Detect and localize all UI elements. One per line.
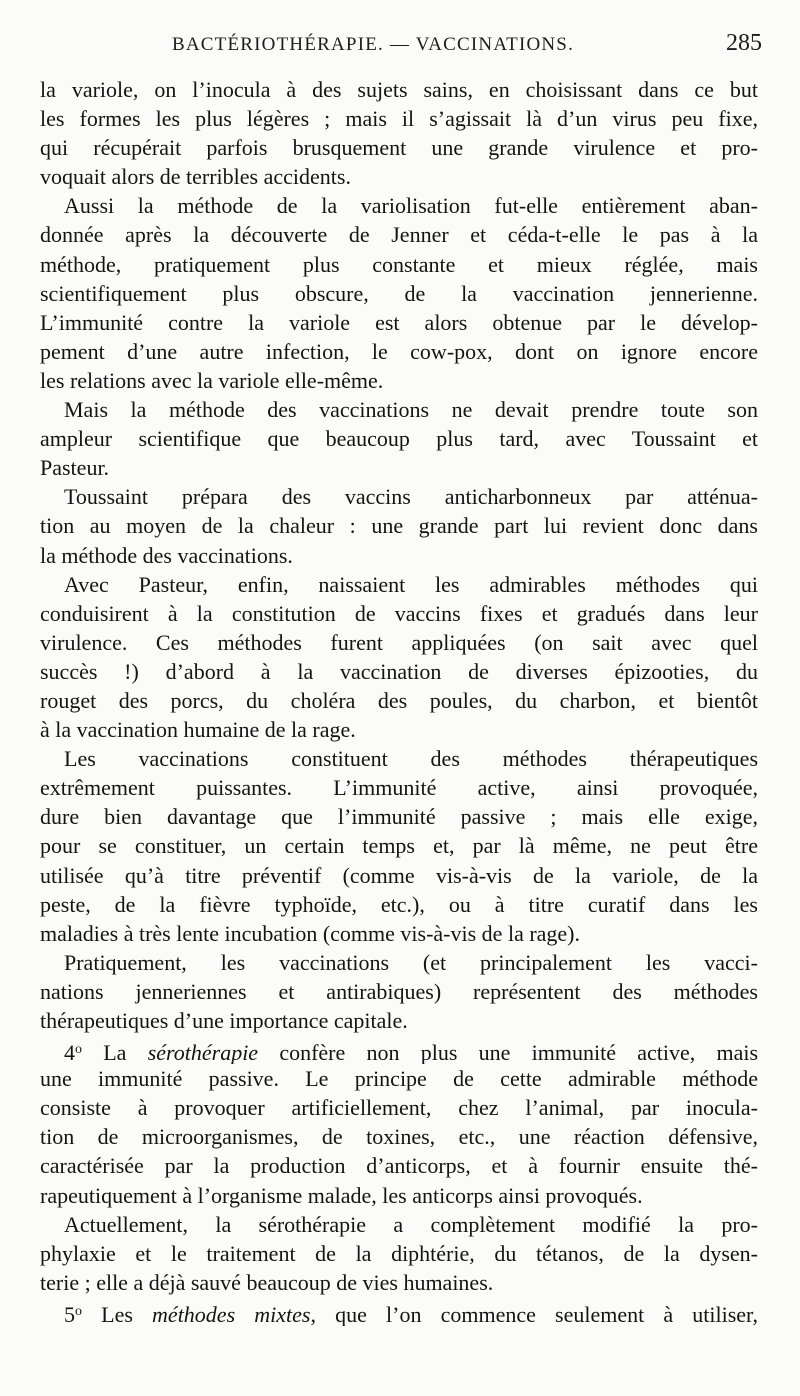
- text-line: succès !) d’abord à la vaccination de diverses épizooties, du: [40, 658, 758, 684]
- page-number: 285: [726, 30, 762, 56]
- text-line: qui récupérait parfois brusquement une grande virulence et pro-: [40, 135, 758, 161]
- text-line: Toussaint prépara des vaccins anticharbonneux par atténua-: [64, 484, 758, 510]
- text-line-with-italic: [40, 1035, 758, 1064]
- text-line: Pratiquement, les vaccinations (et principalement les vacci-: [64, 949, 758, 975]
- text-line: donnée après la découverte de Jenner et céda-t-elle le pas à la: [40, 222, 758, 248]
- text-line: méthode, pratiquement plus constante et mieux réglée, mais: [40, 251, 758, 277]
- line-suffix: confère non plus une immunité active, mais: [258, 1040, 758, 1065]
- text-line: les relations avec la variole elle-même.: [40, 367, 384, 393]
- text-line: ampleur scientifique que beaucoup plus tard, avec Toussaint et: [40, 426, 758, 452]
- line-suffix: , que l’on commence seulement à utiliser,: [310, 1301, 758, 1327]
- running-head: [40, 30, 762, 64]
- text-line: scientifiquement plus obscure, de la vaccination jennerienne.: [40, 280, 758, 306]
- text-line: virulence. Ces méthodes furent appliquées (on sait avec quel: [40, 629, 758, 655]
- text-line: les formes les plus légères ; mais il s’agissait là d’un virus peu fixe,: [40, 106, 758, 132]
- text-line: conduisirent à la constitution de vaccins fixes et gradués dans leur: [40, 600, 758, 626]
- text-line: L’immunité contre la variole est alors obtenue par le dévelop-: [40, 309, 758, 335]
- text-line: Pasteur.: [40, 455, 110, 481]
- text-line: rouget des porcs, du choléra des poules, du charbon, et bientôt: [40, 687, 758, 713]
- text-line: Aussi la méthode de la variolisation fut-elle entièrement aban-: [64, 193, 758, 219]
- italic-term: méthodes mixtes: [152, 1301, 311, 1327]
- running-title: BACTÉRIOTHÉRAPIE. — VACCINATIONS.: [172, 34, 575, 55]
- text-line: Actuellement, la sérothérapie a complètement modifié la pro-: [64, 1211, 758, 1237]
- text-line: extrêmement puissantes. L’immunité active, ainsi provoquée,: [40, 775, 758, 801]
- text-line: à la vaccination humaine de la rage.: [40, 717, 356, 743]
- text-line: Les vaccinations constituent des méthodes thérapeutiques: [64, 746, 758, 772]
- text-line: pement d’une autre infection, le cow-pox, dont on ignore encore: [40, 338, 758, 364]
- line-prefix: La: [82, 1040, 148, 1065]
- section-number: 4: [64, 1040, 75, 1065]
- text-line: thérapeutiques d’une importance capitale.: [40, 1008, 408, 1033]
- text-line: la méthode des vaccinations.: [40, 542, 293, 568]
- text-line: tion de microorganismes, de toxines, etc., une réaction défensive,: [40, 1124, 758, 1150]
- text-line: Mais la méthode des vaccinations ne devait prendre toute son: [64, 397, 758, 423]
- text-line: voquait alors de terribles accidents.: [40, 164, 351, 190]
- text-line: dure bien davantage que l’immunité passive ; mais elle exige,: [40, 804, 758, 830]
- text-line: Avec Pasteur, enfin, naissaient les admirables méthodes qui: [64, 571, 758, 597]
- body-text: [40, 75, 758, 1326]
- text-line: pour se constituer, un certain temps et, par là même, ne peut être: [40, 833, 758, 859]
- text-line: caractérisée par la production d’anticorps, et à fournir ensuite thé-: [40, 1153, 758, 1179]
- text-line: peste, de la fièvre typhoïde, etc.), ou à titre curatif dans les: [40, 891, 758, 917]
- text-line: nations jenneriennes et antirabiques) représentent des méthodes: [40, 978, 758, 1004]
- text-line: terie ; elle a déjà sauvé beaucoup de vies humaines.: [40, 1269, 494, 1295]
- text-line-with-italic: [40, 1297, 758, 1326]
- text-line: rapeutiquement à l’organisme malade, les anticorps ainsi provoqués.: [40, 1182, 643, 1208]
- text-line: phylaxie et le traitement de la diphtérie, du tétanos, de la dysen-: [40, 1240, 758, 1266]
- text-line: maladies à très lente incubation (comme vis-à-vis de la rage).: [40, 920, 581, 946]
- ordinal-sup: o: [75, 1042, 82, 1058]
- text-line: tion au moyen de la chaleur : une grande part lui revient donc dans: [40, 513, 758, 539]
- section-number: 5: [64, 1301, 75, 1327]
- text-line: une immunité passive. Le principe de cette admirable méthode: [40, 1066, 758, 1092]
- line-prefix: Les: [82, 1301, 153, 1327]
- ordinal-sup: o: [75, 1303, 82, 1319]
- italic-term: sérothérapie: [147, 1040, 259, 1065]
- text-line: la variole, on l’inocula à des sujets sains, en choisissant dans ce but: [40, 77, 758, 102]
- text-line: utilisée qu’à titre préventif (comme vis-à-vis de la variole, de la: [40, 862, 758, 888]
- text-line: consiste à provoquer artificiellement, chez l’animal, par inocula-: [40, 1095, 758, 1121]
